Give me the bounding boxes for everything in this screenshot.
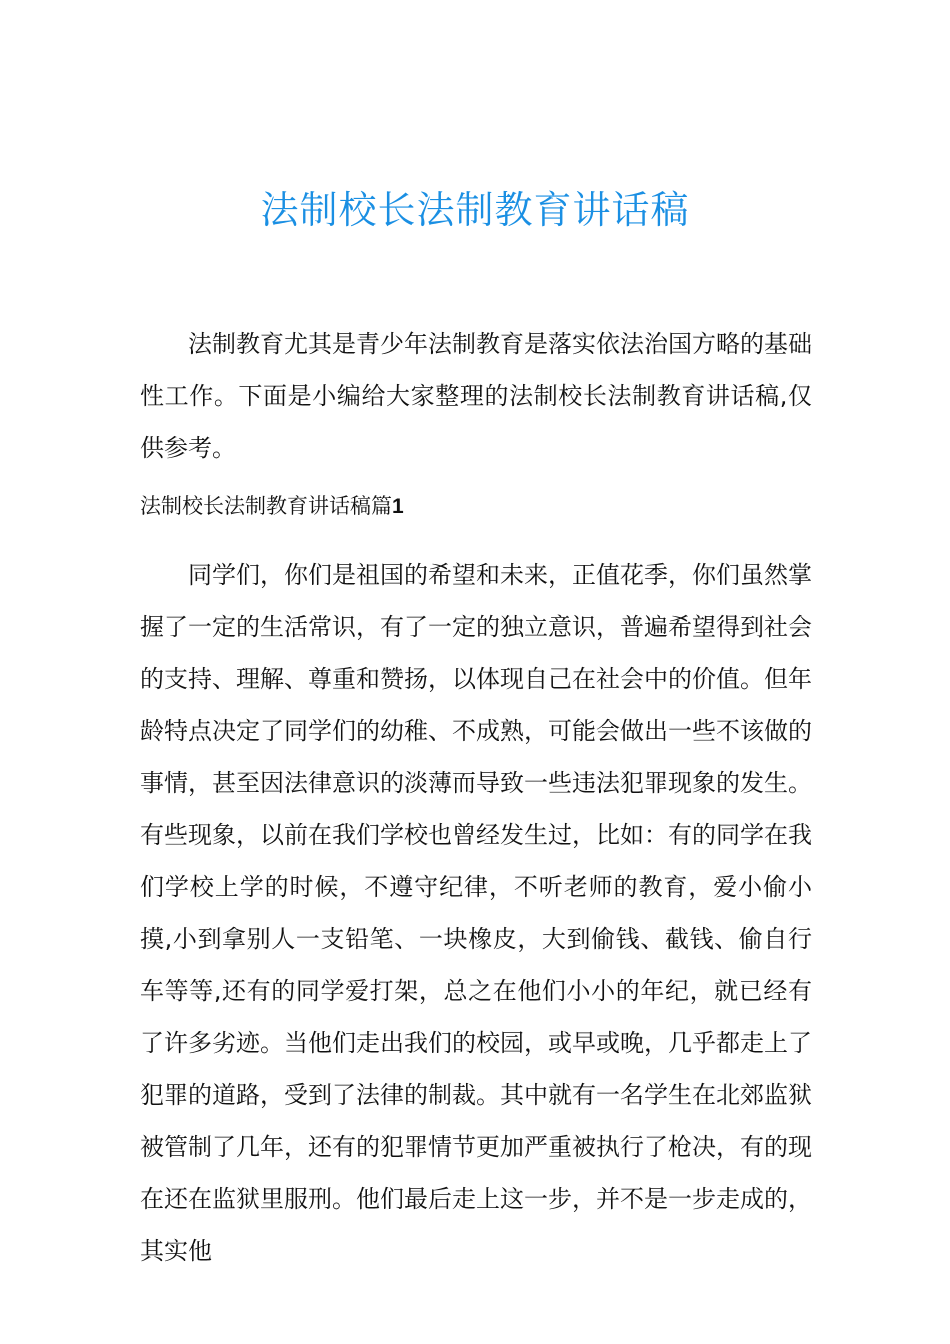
section-heading — [140, 486, 404, 527]
section-body-paragraph: 同学们，你们是祖国的希望和未来，正值花季，你们虽然掌握了一定的生活常识，有了一定的独立意识，普遍希望得到社会的支持、理解、尊重和赞扬，以体现自己在社会中的价值。但年龄特点决定了同学们的幼稚、不成熟，可能会做出一些不该做的事情，甚至因法律意识的淡薄而导致一些违法犯罪现象的发生。有些现象，以前在我们学校也曾经发生过，比如：有的同学在我们学校上学的时候，不遵守纪律，不听老师的教育，爱小偷小摸,小到拿别人一支铅笔、一块橡皮，大到偷钱、截钱、偷自行车等等,还有的同学爱打架，总之在他们小小的年纪，就已经有了许多劣迹。当他们走出我们的校园，或早或晚，几乎都走上了犯罪的道路，受到了法律的制裁。其中就有一名学生在北郊监狱被管制了几年，还有的犯罪情节更加严重被执行了枪决，有的现在还在监狱里服刑。他们最后走上这一步，并不是一步走成的，其实他 — [140, 561, 812, 1265]
section-heading-number: 1 — [392, 495, 404, 518]
intro-paragraph: 法制教育尤其是青少年法制教育是落实依法治国方略的基础性工作。下面是小编给大家整理的法制校长法制教育讲话稿,仅供参考。 — [140, 330, 812, 462]
document-title: 法制校长法制教育讲话稿 — [260, 188, 690, 232]
section-heading-text: 法制校长法制教育讲话稿篇 — [140, 494, 392, 518]
